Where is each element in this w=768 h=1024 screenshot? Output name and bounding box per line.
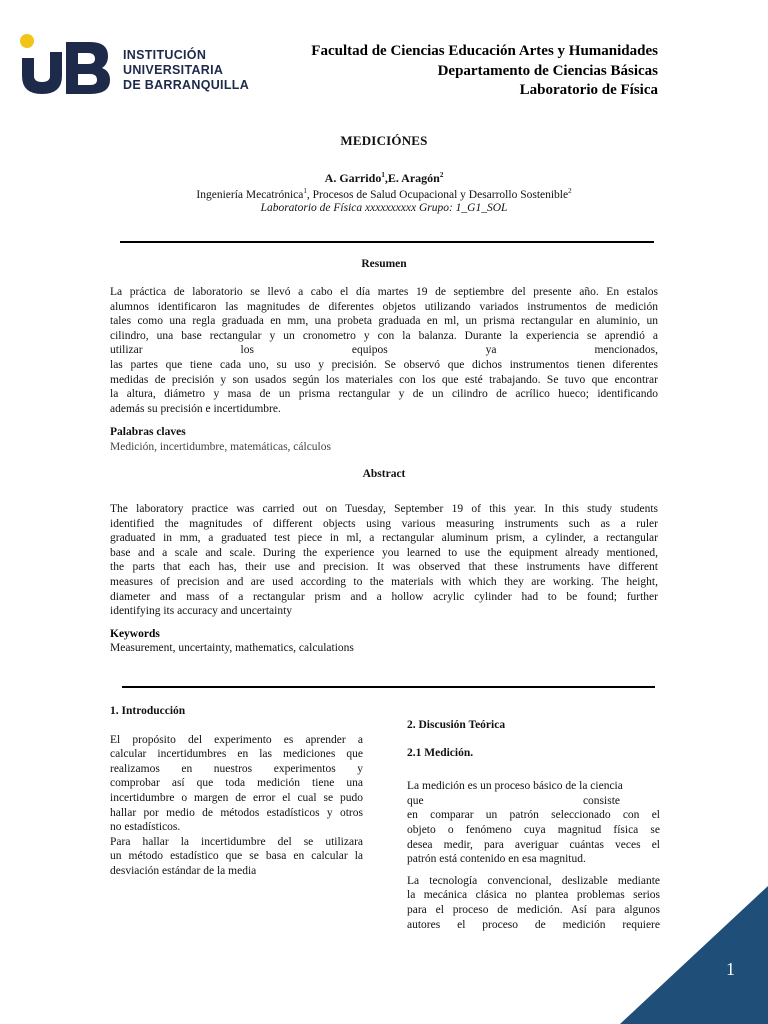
abstract-line: the parts that each has, their use and precision. It was observed that these instruments have different: [110, 561, 658, 574]
resumen-line: las partes que tiene cada uno, su uso y precisión. Se observó que dichos instrumentos tienen diferentes: [110, 358, 658, 371]
abstract-line: measures of precision and are used according to the materials with which they are working. The height,: [110, 575, 658, 588]
intro-line: comprobar así que toda medición tiene una: [110, 777, 363, 790]
intro-line: El propósito del experimento es aprender a: [110, 733, 363, 746]
page-number: 1: [726, 959, 735, 979]
resumen-line: la altura, diámetro y masa de un prisma rectangular y de un cilindro de acrílico hueco; identificando: [110, 388, 658, 401]
author-1-sup: 1: [381, 171, 385, 179]
affiliation-2-sup: 2: [568, 187, 572, 195]
intro-line: no estadísticos.: [110, 821, 181, 834]
abstract-line: diameter and mass of a rectangular prism and a hollow acrylic cylinder had to be found; further: [110, 590, 658, 603]
intro-line: Para hallar la incertidumbre del se utilizara: [110, 835, 363, 848]
resumen-line: cilindro, una base rectangular y un cronometro y con la balanza. Durante la experiencia se aprendió a: [110, 329, 658, 342]
discusion-line: desea medir, para averiguar cuántas veces el: [407, 838, 660, 851]
logo-wordmark: [123, 48, 249, 93]
divider-top: [120, 241, 654, 243]
author-2: E. Aragón: [387, 171, 440, 185]
intro-line: incertidumbre o margen de error el cual se pudo: [110, 791, 363, 804]
corner-triangle: [620, 886, 768, 1024]
discusion-line: en comparar un patrón seleccionado con el: [407, 809, 660, 822]
author-2-sup: 2: [439, 171, 444, 179]
abstract-heading: Abstract: [362, 468, 406, 480]
abstract-line: base and a scale and scale. During the experience you learned to use the equipment already mentioned,: [110, 546, 658, 559]
discusion-heading: 2. Discusión Teórica: [407, 719, 506, 731]
resumen-body: [110, 285, 658, 416]
logo-line-3: DE BARRANQUILLA: [123, 78, 250, 92]
keywords-text: Measurement, uncertainty, mathematics, calculations: [110, 642, 354, 654]
intro-line: hallar por medio de métodos estadísticos y otros: [110, 806, 363, 819]
abstract-line: graduated in mm, a graduated test piece in ml, a rectangular aluminum prism, a cylinder, a rectangular: [110, 532, 658, 545]
ub-logo-mark: [18, 42, 118, 98]
discusion-line: objeto o fenómeno cuya magnitud física se: [407, 823, 660, 836]
abstract-line: identified the magnitudes of different objects using various measuring instruments such as a ruler: [110, 517, 658, 530]
affiliation-1: Ingeniería Mecatrónica: [196, 188, 304, 201]
lab-name: Laboratorio de Física: [519, 82, 658, 98]
discusion-line: patrón está contenido en esa magnitud.: [407, 853, 586, 866]
authors-line: [0, 171, 768, 186]
discusion-line: La tecnología convencional, deslizable mediante: [407, 874, 660, 887]
discusion-line: La medición es un proceso básico de la ciencia: [407, 780, 623, 793]
intro-line: calcular incertidumbres en las mediciones que: [110, 748, 363, 761]
faculty-header: [311, 42, 658, 101]
palabras-claves-text: Medición, incertidumbre, matemáticas, cálculos: [110, 441, 331, 453]
medicion-subheading: 2.1 Medición.: [407, 746, 474, 759]
institution-logo: [18, 34, 258, 96]
affiliation-1-sup: 1: [303, 187, 307, 195]
intro-line: realizamos en nuestros experimentos y: [110, 762, 363, 775]
resumen-line: utilizar los equipos ya mencionados,: [110, 344, 658, 357]
resumen-line: además su precisión e incertidumbre.: [110, 402, 281, 415]
discusion-line: para el proceso de medición. Así para algunos: [407, 903, 660, 916]
intro-line: desviación estándar de la media: [110, 864, 257, 877]
discusion-line: la mecánica clásica no plantea problemas serios: [407, 889, 660, 902]
introduccion-section: [110, 704, 363, 879]
intro-line: un método estadístico que se basa en calcular la: [110, 850, 363, 863]
affiliation-2: , Procesos de Salud Ocupacional y Desarrollo Sostenible: [306, 188, 569, 201]
logo-line-1: INSTITUCIÓN: [123, 48, 207, 62]
resumen-line: tales como una regla graduada en mm, una probeta graduada en ml, un prisma rectangular en aluminio, un: [110, 315, 658, 328]
discusion-line: autores el proceso de medición requiere: [407, 918, 660, 931]
document-title: MEDICIÓNES: [340, 133, 428, 148]
logo-line-2: UNIVERSITARIA: [123, 63, 224, 77]
keywords-heading: Keywords: [110, 628, 160, 640]
author-separator: ,: [384, 171, 388, 185]
lab-group-line: Laboratorio de Física xxxxxxxxxx Grupo: 1_G1_SOL: [260, 202, 508, 214]
discusion-line: que consiste: [407, 794, 620, 807]
faculty-name: Facultad de Ciencias Educación Artes y Humanidades: [311, 43, 658, 59]
author-1: A. Garrido: [324, 171, 382, 185]
affiliation-line: [0, 187, 768, 201]
resumen-line: medidas de precisión y son usados según los materiales con los que esté trabajando. Se tuvo que encontrar: [110, 373, 658, 386]
palabras-claves-heading: Palabras claves: [110, 426, 186, 438]
abstract-body: [110, 502, 658, 619]
introduccion-heading: 1. Introducción: [110, 705, 186, 717]
department-name: Departamento de Ciencias Básicas: [437, 62, 658, 79]
resumen-line: La práctica de laboratorio se llevó a cabo el día martes 19 de septiembre del presente año. En estalos: [110, 286, 658, 298]
divider-bottom: [122, 686, 655, 688]
abstract-line: The laboratory practice was carried out on Tuesday, September 19 of this year. In this study students: [110, 503, 658, 515]
resumen-heading: Resumen: [361, 258, 407, 270]
abstract-line: identifying its accuracy and uncertainty: [110, 605, 293, 618]
resumen-line: alumnos identificaron las magnitudes de diferentes objetos utilizando variados instrumentos de medición: [110, 300, 658, 313]
